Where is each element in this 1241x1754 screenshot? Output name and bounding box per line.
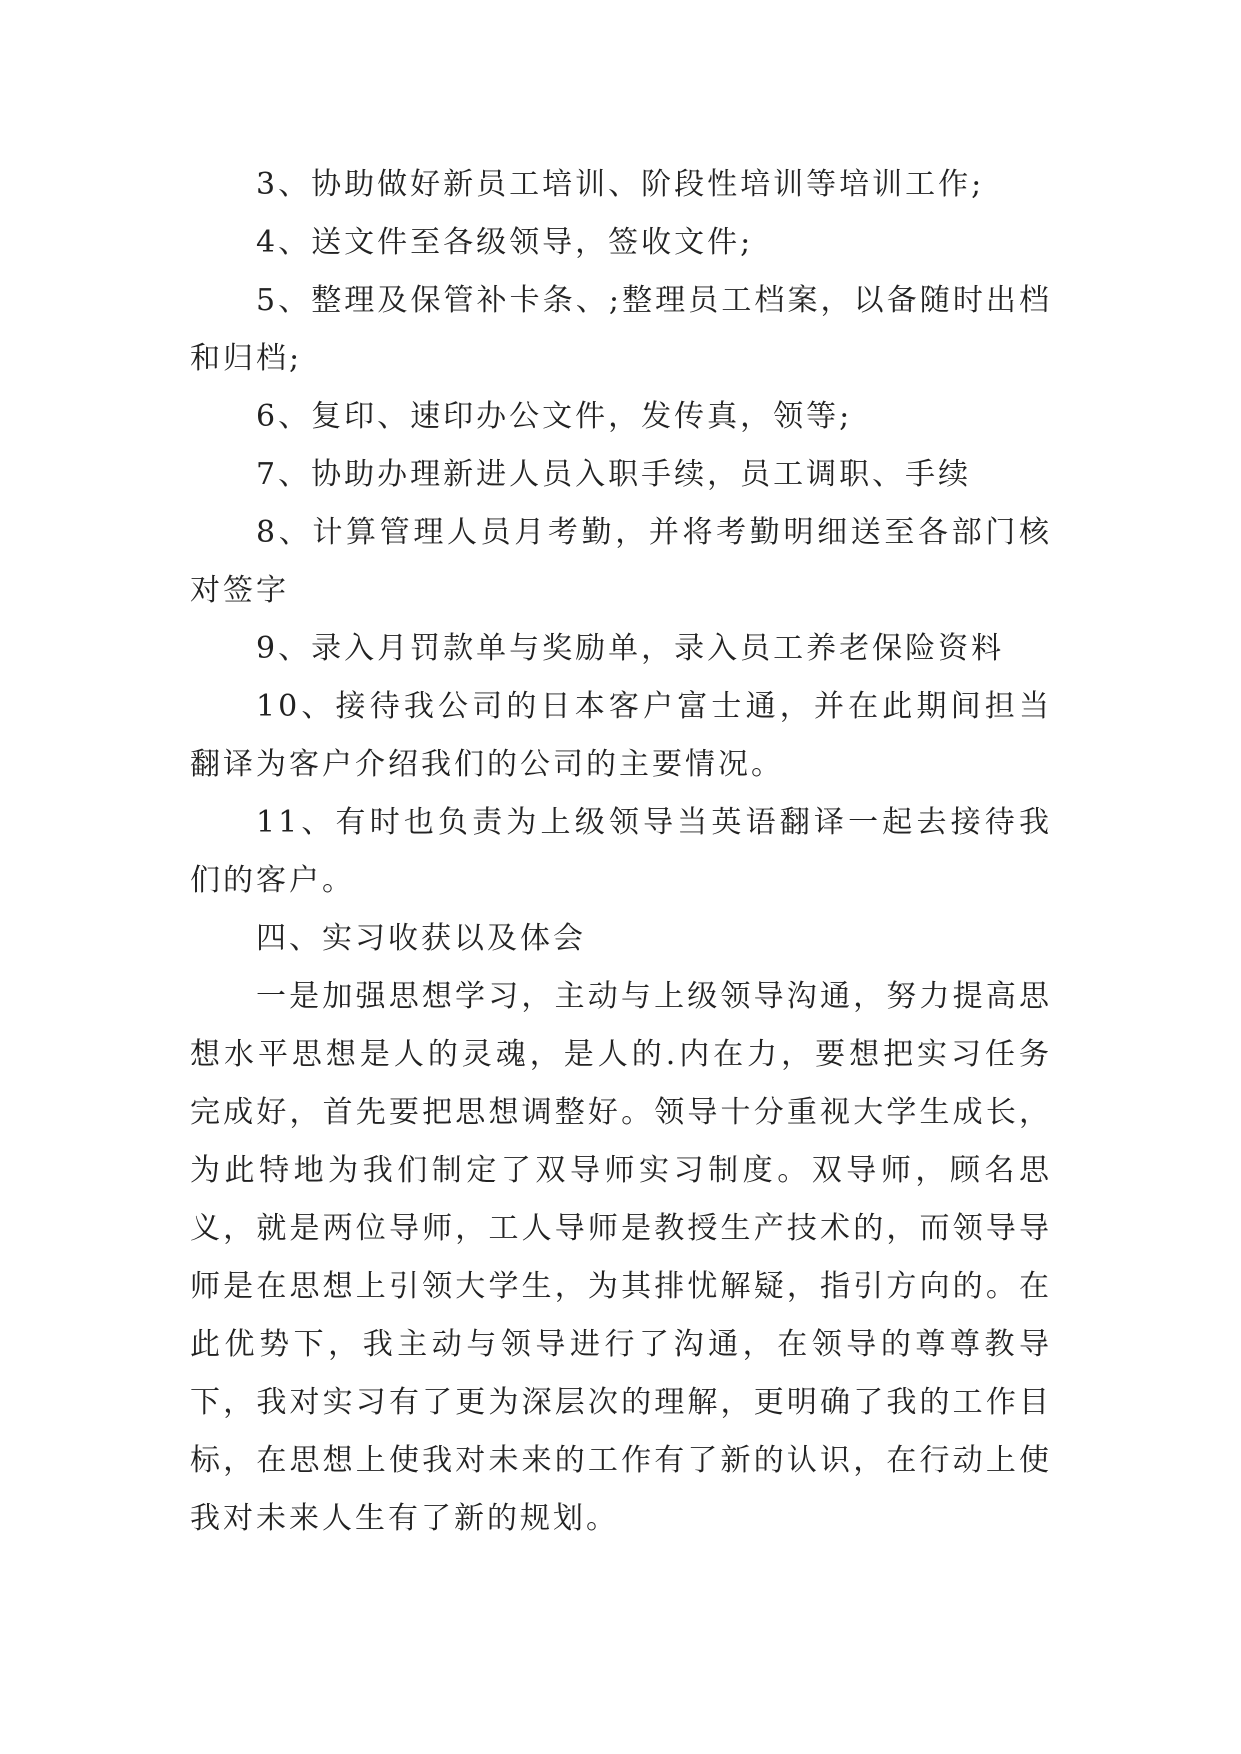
body-paragraph: 一是加强思想学习，主动与上级领导沟通，努力提高思想水平思想是人的灵魂，是人的.内在力，要想把实习任务完成好，首先要把思想调整好。领导十分重视大学生成长，为此特地为我们制定了双导师实习制度。双导师，顾名思义，就是两位导师，工人导师是教授生产技术的，而领导导师是在思想上引领大学生，为其排忧解疑，指引方向的。在此优势下，我主动与领导进行了沟通，在领导的尊尊教导下，我对实习有了更为深层次的理解，更明确了我的工作目标，在思想上使我对未来的工作有了新的认识，在行动上使我对未来人生有了新的规划。 <box>190 979 1052 1536</box>
list-item-3: 3、协助做好新员工培训、阶段性培训等培训工作; <box>256 167 985 202</box>
list-item-11: 11、有时也负责为上级领导当英语翻译一起去接待我们的客户。 <box>190 805 1052 898</box>
section-heading: 四、实习收获以及体会 <box>256 921 586 956</box>
document-body <box>190 156 1052 1548</box>
list-item-6: 6、复印、速印办公文件，发传真，领等; <box>256 399 853 434</box>
list-item-7: 7、协助办理新进人员入职手续，员工调职、手续 <box>256 457 972 492</box>
list-item-9: 9、录入月罚款单与奖励单，录入员工养老保险资料 <box>256 631 1005 666</box>
list-item-5: 5、整理及保管补卡条、;整理员工档案，以备随时出档和归档; <box>190 283 1052 376</box>
list-item-4: 4、送文件至各级领导，签收文件; <box>256 225 754 260</box>
list-item-8: 8、计算管理人员月考勤，并将考勤明细送至各部门核对签字 <box>190 515 1052 608</box>
list-item-10: 10、接待我公司的日本客户富士通，并在此期间担当翻译为客户介绍我们的公司的主要情况。 <box>190 689 1052 782</box>
